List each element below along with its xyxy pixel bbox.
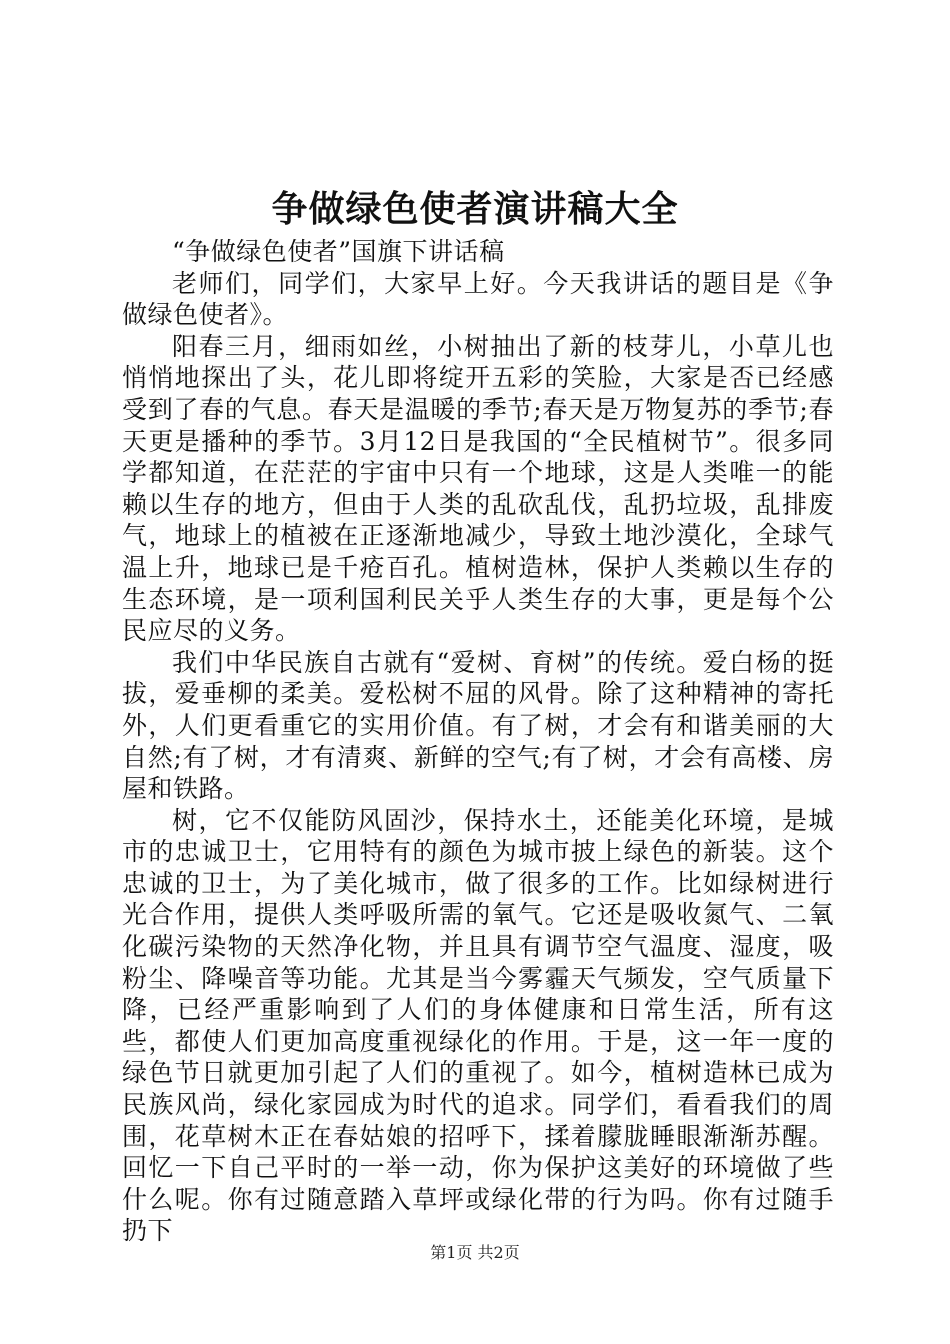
paragraph-tradition: 我们中华民族自古就有“爱树、育树”的传统。爱白杨的挺拔，爱垂柳的柔美。爱松树不屈的风骨。除了这种精神的寄托外，人们更看重它的实用价值。有了树，才会有和谐美丽的大自然;有了树，才有清爽、新鲜的空气;有了树，才会有高楼、房屋和铁路。 <box>122 647 834 804</box>
document-title: 争做绿色使者演讲稿大全 <box>271 188 679 230</box>
paragraph-greeting: 老师们，同学们，大家早上好。今天我讲话的题目是《争做绿色使者》。 <box>122 268 834 330</box>
paragraph-subtitle: “争做绿色使者”国旗下讲话稿 <box>172 237 505 266</box>
paragraph-spring: 阳春三月，细雨如丝，小树抽出了新的枝芽儿，小草儿也悄悄地探出了头，花儿即将绽开五彩的笑脸，大家是否已经感受到了春的气息。春天是温暖的季节;春天是万物复苏的季节;春天更是播种的季节。3月12日是我国的“全民植树节”。很多同学都知道，在茫茫的宇宙中只有一个地球，这是人类唯一的能赖以生存的地方，但由于人类的乱砍乱伐，乱扔垃圾，乱排废气，地球上的植被在正逐渐地减少，导致土地沙漠化，全球气温上升，地球已是千疮百孔。植树造林，保护人类赖以生存的生态环境，是一项利国利民关乎人类生存的大事，更是每个公民应尽的义务。 <box>122 331 834 646</box>
paragraph-trees: 树，它不仅能防风固沙，保持水土，还能美化环境，是城市的忠诚卫士，它用特有的颜色为城市披上绿色的新装。这个忠诚的卫士，为了美化城市，做了很多的工作。比如绿树进行光合作用，提供人类呼吸所需的氧气。它还是吸收氮气、二氧化碳污染物的天然净化物，并且具有调节空气温度、湿度，吸粉尘、降噪音等功能。尤其是当今雾霾天气频发，空气质量下降，已经严重影响到了人们的身体健康和日常生活，所有这些，都使人们更加高度重视绿化的作用。于是，这一年一度的绿色节日就更加引起了人们的重视了。如今，植树造林已成为民族风尚，绿化家园成为时代的追求。同学们，看看我们的周围，花草树木正在春姑娘的招呼下，揉着朦胧睡眼渐渐苏醒。回忆一下自己平时的一举一动，你为保护这美好的环境做了些什么呢。你有过随意踏入草坪或绿化带的行为吗。你有过随手扔下 <box>122 805 834 1246</box>
document-body <box>122 236 834 1247</box>
page-footer: 第1页 共2页 <box>430 1243 520 1262</box>
